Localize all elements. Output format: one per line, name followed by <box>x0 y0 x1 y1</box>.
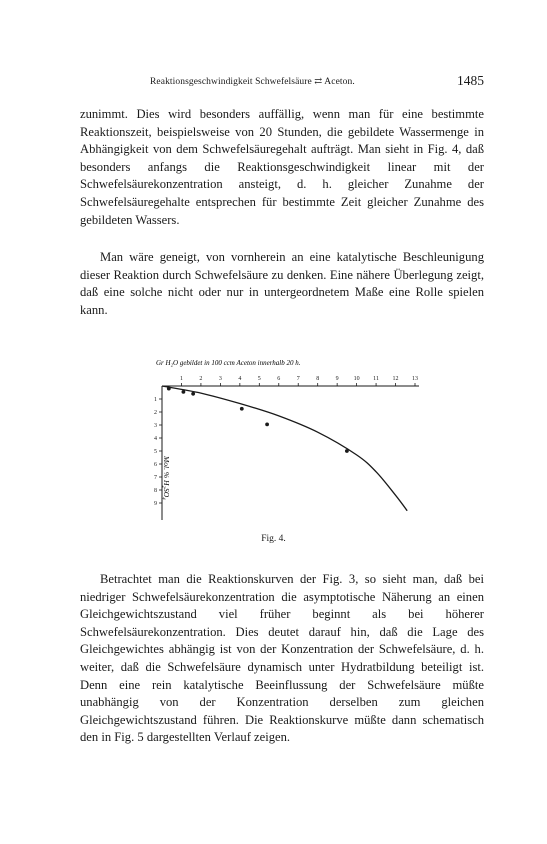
data-point <box>345 449 349 453</box>
paragraph-2: Man wäre geneigt, von vornherein an eine katalytische Beschleunigung dieser Reaktion durch Schwefelsäure zu denken. Eine nähere Überlegung zeigt, daß eine solche nicht oder nur in untergeordnetem Maße eine Rolle spielen kann. <box>80 250 484 317</box>
top-tick-label: 6 <box>277 376 281 382</box>
data-point <box>167 387 171 391</box>
top-tick-label: 10 <box>353 376 360 382</box>
top-tick-label: 4 <box>238 376 242 382</box>
left-tick-label: 1 <box>154 397 157 403</box>
left-tick-label: 2 <box>154 410 157 416</box>
left-tick-label: 4 <box>154 436 157 442</box>
data-point <box>182 390 186 394</box>
reaction-curve <box>162 386 407 511</box>
data-point <box>191 392 195 396</box>
y-axis-label: Mol. % H₂SO₄ <box>162 456 171 500</box>
top-tick-label: 1 <box>179 376 183 382</box>
top-tick-label: 9 <box>335 376 339 382</box>
running-head <box>80 73 484 89</box>
data-point <box>240 407 244 411</box>
paragraph-1: zunimmt. Dies wird besonders auffällig, wenn man für eine bestimmte Reaktionszeit, beispielsweise von 20 Stunden, die gebildete Wassermenge in Abhängigkeit von dem Schwefelsäuregehalt aufträgt. Man sieht in Fig. 4, daß besonders anfangs die Reaktionsgeschwindigkeit linear mit der Schwefelsäurekonzentration ansteigt, d. h. gleicher Zunahme der Schwefelsäuregehalte entsprechen für bestimmte Zeit gleicher Zunahme des gebildeten Wassers. <box>80 107 484 227</box>
figure-4 <box>142 354 427 530</box>
top-tick-label: 3 <box>218 376 222 382</box>
figure-caption: Fig. 4. <box>261 534 286 544</box>
running-title: Reaktionsgeschwindigkeit Schwefelsäure ⇄ Aceton. <box>150 77 355 87</box>
left-tick-label: 5 <box>154 449 157 455</box>
left-tick-label: 8 <box>154 488 157 494</box>
top-tick-label: 2 <box>199 376 203 382</box>
page-number: 1485 <box>457 73 484 88</box>
figure-4-chart <box>142 354 427 530</box>
top-tick-label: 7 <box>296 376 300 382</box>
top-tick-label: 5 <box>257 376 261 382</box>
paragraph-3: Betrachtet man die Reaktionskurven der Fig. 3, so sieht man, daß bei niedriger Schwefelsäurekonzentration die asymptotische Näherung an einen Gleichgewichtszustand viel früher beginnt als bei höherer Schwefelsäurekonzentration. Dies deutet darauf hin, daß die Lage des Gleichgewichtes abhängig ist von der Konzentration der Schwefelsäure, d. h. weiter, daß die Schwefelsäure dynamisch unter Hydratbildung beteiligt ist. Denn eine rein katalytische Beeinflussung der Schwefelsäure müßte unabhängig von der Konzentration derselben zum gleichen Gleichgewichtszustand führen. Die Reaktionskurve müßte dann schematisch den in Fig. 5 dargestellten Verlauf zeigen. <box>80 572 484 745</box>
left-tick-label: 9 <box>154 501 157 507</box>
top-tick-label: 12 <box>392 376 399 382</box>
top-axis-label: Gr H₂O gebildet in 100 ccm Aceton innerhalb 20 h. <box>156 359 301 367</box>
left-tick-label: 6 <box>154 462 157 468</box>
top-tick-label: 8 <box>316 376 320 382</box>
left-tick-label: 3 <box>154 423 157 429</box>
top-tick-label: 13 <box>412 376 418 382</box>
top-tick-label: 11 <box>373 376 379 382</box>
left-tick-label: 7 <box>154 475 157 481</box>
data-point <box>265 422 269 426</box>
